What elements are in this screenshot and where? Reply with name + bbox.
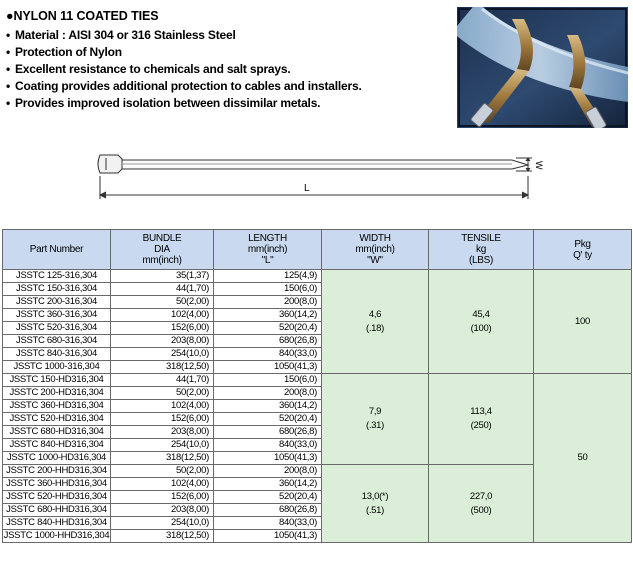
width-group-cell: 7,9 (.31)	[322, 374, 429, 465]
bundle-dia-cell: 152(6,00)	[111, 413, 214, 426]
length-cell: 680(26,8)	[214, 504, 322, 517]
length-cell: 200(8,0)	[214, 296, 322, 309]
part-number-cell: JSSTC 680-HD316,304	[3, 426, 111, 439]
bundle-dia-cell: 203(8,00)	[111, 426, 214, 439]
length-cell: 360(14,2)	[214, 478, 322, 491]
length-cell: 1050(41,3)	[214, 361, 322, 374]
length-cell: 1050(41,3)	[214, 530, 322, 543]
part-number-cell: JSSTC 150-316,304	[3, 283, 111, 296]
feature-item: • Excellent resistance to chemicals and salt sprays.	[6, 62, 291, 76]
header-bundle-dia: BUNDLE DIA mm(inch)	[111, 230, 214, 270]
tie-dimension-drawing	[92, 149, 552, 211]
feature-item: • Material : AISI 304 or 316 Stainless Steel	[6, 28, 236, 42]
length-cell: 840(33,0)	[214, 517, 322, 530]
part-number-cell: JSSTC 1000-HHD316,304	[3, 530, 110, 541]
bundle-dia-cell: 50(2,00)	[111, 296, 214, 309]
part-number-cell: JSSTC 1000-HD316,304	[3, 452, 111, 465]
bundle-dia-cell: 318(12,50)	[111, 361, 214, 374]
table-header-row	[3, 230, 632, 270]
length-cell: 150(6,0)	[214, 374, 322, 387]
page-title	[6, 9, 158, 23]
length-cell: 520(20,4)	[214, 413, 322, 426]
length-cell: 200(8,0)	[214, 387, 322, 400]
pkg-qty-cell: 50	[534, 374, 632, 543]
bundle-dia-cell: 152(6,00)	[111, 322, 214, 335]
header-tensile: TENSILE kg (LBS)	[429, 230, 534, 270]
length-cell: 360(14,2)	[214, 309, 322, 322]
length-cell: 200(8,0)	[214, 465, 322, 478]
part-number-cell: JSSTC 200-HD316,304	[3, 387, 111, 400]
length-cell: 680(26,8)	[214, 426, 322, 439]
length-cell: 680(26,8)	[214, 335, 322, 348]
bundle-dia-cell: 254(10,0)	[111, 439, 214, 452]
table-row	[3, 270, 632, 283]
bundle-dia-cell: 254(10,0)	[111, 517, 214, 530]
width-group-cell: 4,6 (.18)	[322, 270, 429, 374]
bundle-dia-cell: 50(2,00)	[111, 465, 214, 478]
part-number-cell: JSSTC 360-316,304	[3, 309, 111, 322]
bundle-dia-cell: 50(2,00)	[111, 387, 214, 400]
title-text: NYLON 11 COATED TIES	[13, 9, 159, 23]
tensile-group-cell: 227,0 (500)	[429, 465, 534, 543]
product-photo	[457, 7, 628, 128]
header-width: WIDTH mm(inch) "W"	[322, 230, 429, 270]
length-cell: 150(6,0)	[214, 283, 322, 296]
bundle-dia-cell: 318(12,50)	[111, 452, 214, 465]
tensile-group-cell: 113,4 (250)	[429, 374, 534, 465]
length-cell: 840(33,0)	[214, 348, 322, 361]
tensile-group-cell: 45,4 (100)	[429, 270, 534, 374]
header-length: LENGTH mm(inch) "L"	[214, 230, 322, 270]
feature-item: • Protection of Nylon	[6, 45, 122, 59]
part-number-cell: JSSTC 840-316,304	[3, 348, 111, 361]
part-number-cell: JSSTC 520-HHD316,304	[3, 491, 111, 504]
bundle-dia-cell: 44(1,70)	[111, 374, 214, 387]
part-number-cell: JSSTC 1000-316,304	[3, 361, 111, 374]
bundle-dia-cell: 102(4,00)	[111, 309, 214, 322]
table-row	[3, 374, 632, 387]
bundle-dia-cell: 203(8,00)	[111, 335, 214, 348]
width-group-cell: 13,0(*) (.51)	[322, 465, 429, 543]
length-dimension-label: L	[304, 183, 310, 194]
length-cell: 840(33,0)	[214, 439, 322, 452]
bundle-dia-cell: 318(12,50)	[111, 530, 214, 543]
part-number-cell: JSSTC 125-316,304	[3, 270, 111, 283]
part-number-cell: JSSTC 680-HHD316,304	[3, 504, 111, 517]
length-cell: 520(20,4)	[214, 491, 322, 504]
part-number-cell: JSSTC 360-HD316,304	[3, 400, 111, 413]
title-bullet: ●	[6, 9, 14, 23]
bundle-dia-cell: 152(6,00)	[111, 491, 214, 504]
header-pkg-qty: Pkg Q' ty	[534, 230, 632, 270]
bundle-dia-cell: 203(8,00)	[111, 504, 214, 517]
bundle-dia-cell: 35(1,37)	[111, 270, 214, 283]
bundle-dia-cell: 102(4,00)	[111, 478, 214, 491]
width-dimension-label: W	[534, 161, 544, 170]
part-number-cell: JSSTC 520-316,304	[3, 322, 111, 335]
part-number-cell: JSSTC 680-316,304	[3, 335, 111, 348]
feature-item: • Coating provides additional protection to cables and installers.	[6, 79, 362, 93]
part-number-cell: JSSTC 200-316,304	[3, 296, 111, 309]
length-cell: 360(14,2)	[214, 400, 322, 413]
header-part-number: Part Number	[3, 230, 111, 270]
part-number-cell: JSSTC 840-HHD316,304	[3, 517, 111, 530]
part-number-cell: JSSTC 150-HD316,304	[3, 374, 111, 387]
bundle-dia-cell: 44(1,70)	[111, 283, 214, 296]
feature-item: • Provides improved isolation between dissimilar metals.	[6, 96, 321, 110]
length-cell: 520(20,4)	[214, 322, 322, 335]
length-cell: 125(4,9)	[214, 270, 322, 283]
pkg-qty-cell: 100	[534, 270, 632, 374]
bundle-dia-cell: 102(4,00)	[111, 400, 214, 413]
part-number-cell: JSSTC 520-HD316,304	[3, 413, 111, 426]
feature-list	[6, 27, 362, 112]
part-number-cell: JSSTC 360-HHD316,304	[3, 478, 111, 491]
part-number-cell: JSSTC 840-HD316,304	[3, 439, 111, 452]
bundle-dia-cell: 254(10,0)	[111, 348, 214, 361]
length-cell: 1050(41,3)	[214, 452, 322, 465]
specification-table	[2, 229, 632, 543]
part-number-cell: JSSTC 200-HHD316,304	[3, 465, 111, 478]
